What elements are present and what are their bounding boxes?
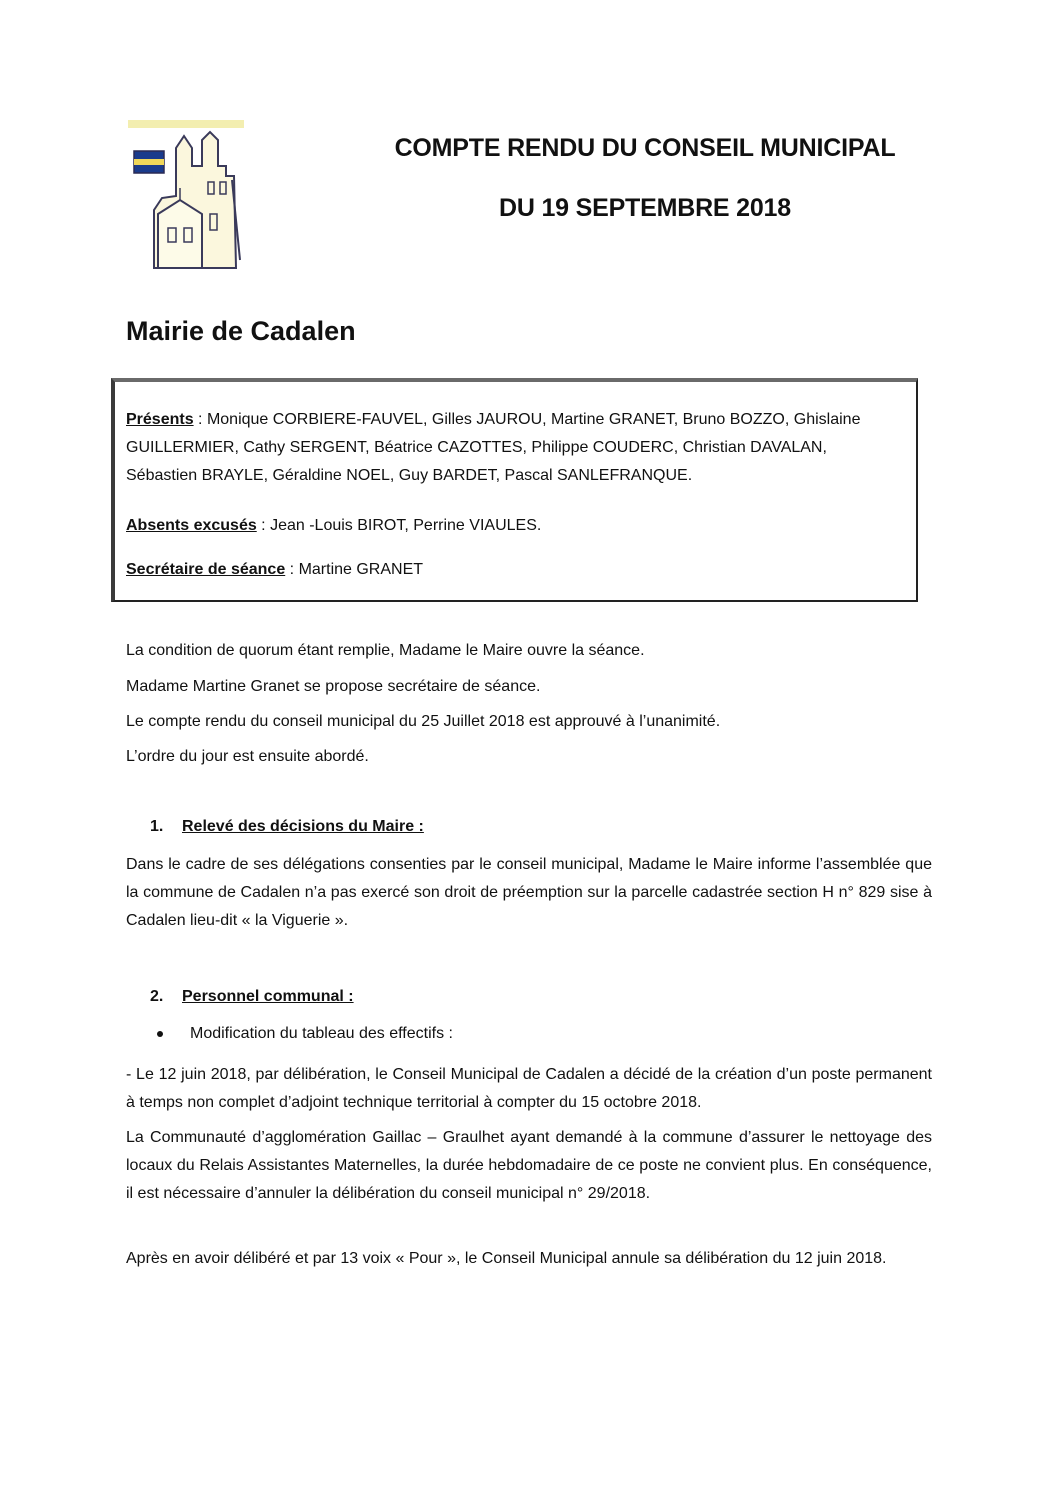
section-2-paragraph-2: La Communauté d’agglomération Gaillac – Graulhet ayant demandé à la commune d’assurer le nettoyage des locaux du Relais Assistantes Maternelles, la durée hebdomadaire de ce poste ne convient plus. En conséquence, il est nécessaire d’annuler la délibération du conseil municipal n° 29/2018.: [126, 1129, 932, 1202]
presents-paragraph: [126, 406, 896, 490]
secretaire-name: Martine GRANET: [298, 561, 424, 578]
intro-approval: Le compte rendu du conseil municipal du 25 Juillet 2018 est approuvé à l’unanimité.: [126, 713, 721, 730]
section-1-title: Relevé des décisions du Maire :: [182, 818, 424, 835]
town-crest-logo: [124, 118, 246, 273]
absents-paragraph: [126, 512, 896, 540]
presents-list: Monique CORBIERE-FAUVEL, Gilles JAUROU, Martine GRANET, Bruno BOZZO, Ghislaine GUILLERMIER, Cathy SERGENT, Béatrice CAZOTTES, Philippe COUDERC, Christian DAVALAN, Sébastien BRAYLE, Géraldine NOEL, Guy BARDET, Pascal SANLEFRANQUE.: [126, 411, 861, 484]
intro-agenda: L’ordre du jour est ensuite abordé.: [126, 748, 369, 765]
section-2-number: 2.: [150, 988, 164, 1005]
secretaire-separator: :: [285, 561, 299, 578]
bullet-icon: [157, 1031, 163, 1037]
intro-quorum: La condition de quorum étant remplie, Madame le Maire ouvre la séance.: [126, 642, 645, 659]
section-2-paragraph-1: - Le 12 juin 2018, par délibération, le Conseil Municipal de Cadalen a décidé de la création d’un poste permanent à temps non complet d’adjoint technique territorial à compter du 15 octobre 2018.: [126, 1066, 932, 1111]
absents-list: Jean -Louis BIROT, Perrine VIAULES.: [270, 517, 542, 534]
absents-label: Absents excusés: [126, 517, 257, 534]
section-1-number: 1.: [150, 818, 164, 835]
secretaire-paragraph: [126, 556, 896, 584]
section-2-bullet: Modification du tableau des effectifs :: [190, 1025, 453, 1042]
secretaire-label: Secrétaire de séance: [126, 561, 286, 578]
document-title: COMPTE RENDU DU CONSEIL MUNICIPAL: [394, 134, 896, 162]
section-2-paragraph-3: Après en avoir délibéré et par 13 voix « Pour », le Conseil Municipal annule sa délibération du 12 juin 2018.: [126, 1250, 887, 1267]
presents-separator: :: [193, 411, 207, 428]
presents-label: Présents: [126, 411, 194, 428]
absents-separator: :: [256, 517, 271, 534]
document-date: DU 19 SEPTEMBRE 2018: [499, 194, 791, 222]
mairie-heading: Mairie de Cadalen: [126, 316, 356, 346]
intro-secretaire: Madame Martine Granet se propose secrétaire de séance.: [126, 678, 541, 695]
section-1-body: Dans le cadre de ses délégations consenties par le conseil municipal, Madame le Maire informe l’assemblée que la commune de Cadalen n’a pas exercé son droit de préemption sur la parcelle cadastrée section H n° 829 sise à Cadalen lieu-dit « la Viguerie ».: [126, 856, 932, 929]
section-2-title: Personnel communal :: [182, 988, 354, 1005]
